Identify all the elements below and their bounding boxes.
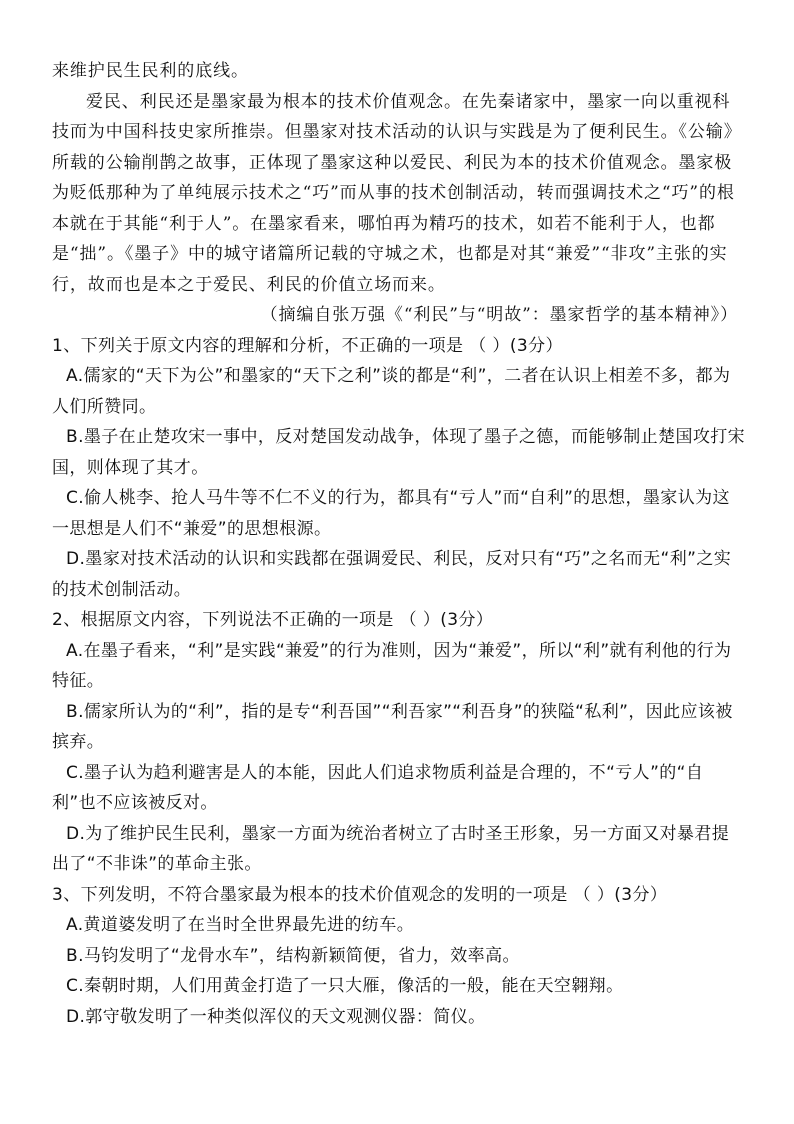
passage-source: （摘编自张万强《“利民”与“明故”：墨家哲学的基本精神》） [260, 305, 738, 325]
option-d: D.墨家对技术活动的认识和实践都在强调爱民、利民，反对只有“巧”之名而无“利”之实的技术创制活动。 [52, 549, 732, 600]
question-stem: 2、根据原文内容，下列说法不正确的一项是 （ ）(3分） [52, 610, 494, 630]
passage-line: 来维护民生民利的底线。 [52, 61, 249, 81]
question-stem: 3、下列发明，不符合墨家最为根本的技术价值观念的发明的一项是 （ ）(3分） [52, 884, 668, 905]
option-c: C.秦朝时期，人们用黄金打造了一只大雁，像活的一般，能在天空翱翔。 [66, 976, 624, 996]
option-d: D.郭守敬发明了一种类似浑仪的天文观测仪器：简仪。 [66, 1006, 486, 1027]
question-1 [52, 331, 746, 606]
option-b: B.墨子在止楚攻宋一事中，反对楚国发动战争，体现了墨子之德，而能够制止楚国攻打宋国，则体现了其才。 [52, 427, 746, 478]
option-a: A.儒家的“天下为公”和墨家的“天下之利”谈的都是“利”，二者在认识上相差不多，都为人们所赞同。 [52, 366, 731, 417]
question-3 [52, 880, 746, 1033]
option-c: C.偷人桃李、抢人马牛等不仁不义的行为，都具有“亏人”而“自利”的思想，墨家认为这一思想是人们不“兼爱”的思想根源。 [52, 488, 730, 539]
option-a: A.在墨子看来，“利”是实践“兼爱”的行为准则，因为“兼爱”，所以“利”就有利他的行为特征。 [52, 640, 732, 691]
passage-paragraph: 爱民、利民还是墨家最为根本的技术价值观念。在先秦诸家中，墨家一向以重视科技而为中国科技史家所推崇。但墨家对技术活动的认识与实践是为了便利民生。《公输》所载的公输削鹊之故事，正体现了墨家这种以爱民、利民为本的技术价值观念。墨家极为贬低那种为了单纯展示技术之“巧”而从事的技术创制活动，转而强调技术之“巧”的根本就在于其能“利于人”。在墨家看来，哪怕再为精巧的技术，如若不能利于人，也都是“拙”。《墨子》中的城守诸篇所记载的守城之术，也都是对其“兼爱”“非攻”主张的实行，故而也是本之于爱民、利民的价值立场而来。 [52, 91, 742, 295]
question-stem: 1、下列关于原文内容的理解和分析，不正确的一项是 （ ）(3分） [52, 335, 563, 356]
option-d: D.为了维护民生民利，墨家一方面为统治者树立了古时圣王形象，另一方面又对暴君提出了“不非诛”的革命主张。 [52, 823, 730, 874]
option-b: B.儒家所认为的“利”，指的是专“利吾国”“利吾家”“利吾身”的狭隘“私利”，因此应该被摈弃。 [52, 701, 733, 752]
option-c: C.墨子认为趋利避害是人的本能，因此人们追求物质利益是合理的，不“亏人”的“自利”也不应该被反对。 [52, 762, 704, 813]
option-b: B.马钧发明了“龙骨水车”，结构新颖简便，省力，效率高。 [66, 945, 520, 966]
option-a: A.黄道婆发明了在当时全世界最先进的纺车。 [66, 915, 415, 935]
question-2 [52, 605, 746, 880]
